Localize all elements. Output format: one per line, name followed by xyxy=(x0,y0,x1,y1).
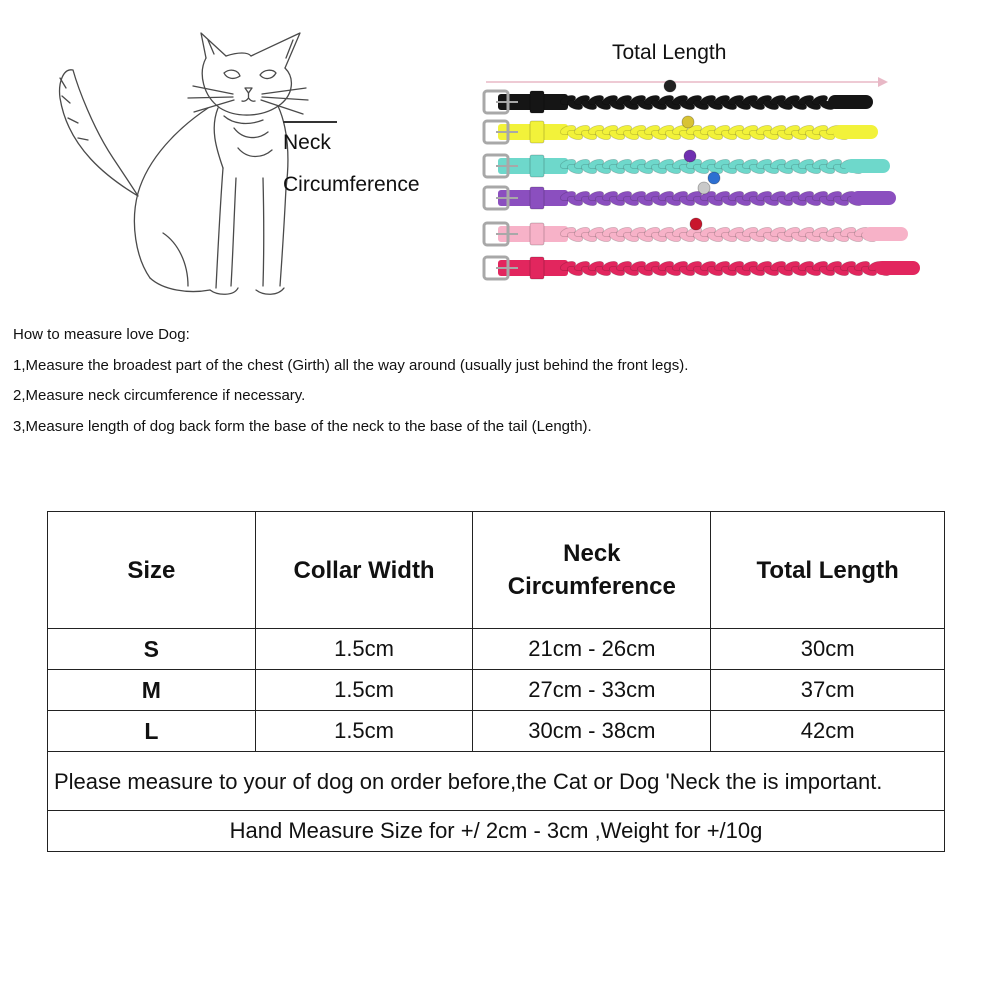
bell-icon xyxy=(708,172,720,184)
bell-icon xyxy=(664,80,676,92)
header-total-length: Total Length xyxy=(711,512,945,629)
header-neck-circumference: Neck Circumference xyxy=(473,512,711,629)
collar-width-cell: 1.5cm xyxy=(255,670,473,711)
length-cell: 37cm xyxy=(711,670,945,711)
neck-cell: 27cm - 33cm xyxy=(473,670,711,711)
bell-icon xyxy=(698,182,710,194)
size-cell: M xyxy=(48,670,256,711)
table-row xyxy=(48,711,945,752)
total-length-arrowhead xyxy=(878,77,888,87)
collars-illustration xyxy=(478,74,928,304)
collar-width-cell: 1.5cm xyxy=(255,629,473,670)
instruction-step-2: 2,Measure neck circumference if necessary. xyxy=(13,387,306,404)
measurement-instructions xyxy=(13,320,688,442)
instruction-step-1: 1,Measure the broadest part of the chest (Girth) all the way around (usually just behind the front legs). xyxy=(13,356,689,374)
hand-measure-note: Hand Measure Size for +/ 2cm - 3cm ,Weight for +/10g xyxy=(48,811,945,852)
length-cell: 30cm xyxy=(711,629,945,670)
collar-1 xyxy=(484,91,873,113)
collar-4 xyxy=(484,187,896,209)
collar-2 xyxy=(484,121,878,143)
header-collar-width: Collar Width xyxy=(255,512,473,629)
collar-width-cell: 1.5cm xyxy=(255,711,473,752)
neck-indicator-line xyxy=(283,121,337,123)
table-footer-row xyxy=(48,811,945,852)
neck-label: Neck xyxy=(283,131,331,154)
size-cell: S xyxy=(48,629,256,670)
instructions-title: How to measure love Dog: xyxy=(13,326,190,343)
table-note-row xyxy=(48,752,945,811)
header-size: Size xyxy=(48,512,256,629)
size-cell: L xyxy=(48,711,256,752)
bell-icon xyxy=(684,150,696,162)
circumference-label: Circumference xyxy=(283,173,420,196)
collar-6 xyxy=(484,257,920,279)
instruction-step-3: 3,Measure length of dog back form the base of the neck to the base of the tail (Length). xyxy=(13,417,592,435)
size-chart-table xyxy=(47,511,945,852)
table-row xyxy=(48,670,945,711)
total-length-label: Total Length xyxy=(612,41,727,64)
neck-cell: 30cm - 38cm xyxy=(473,711,711,752)
table-row xyxy=(48,629,945,670)
cat-sketch-illustration xyxy=(38,28,338,303)
bell-icon xyxy=(690,218,702,230)
length-cell: 42cm xyxy=(711,711,945,752)
neck-cell: 21cm - 26cm xyxy=(473,629,711,670)
bell-icon xyxy=(682,116,694,128)
table-header-row xyxy=(48,512,945,629)
measure-note: Please measure to your of dog on order before,the Cat or Dog 'Neck the is important. xyxy=(48,752,945,811)
